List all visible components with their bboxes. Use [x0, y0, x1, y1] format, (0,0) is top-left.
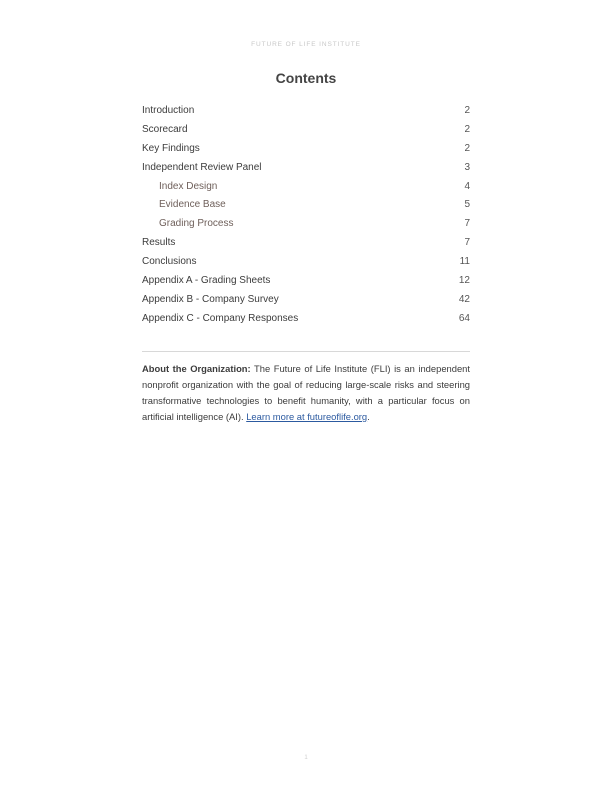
toc-entry-page: 4 [464, 180, 470, 192]
toc-entry-scorecard[interactable] [142, 124, 470, 143]
contents-title: Contents [275, 70, 337, 86]
toc-entry-label: Index Design [159, 180, 218, 192]
section-divider [142, 351, 470, 352]
toc-entry-index-design[interactable] [142, 181, 470, 200]
toc-entry-page: 42 [458, 293, 470, 305]
toc-entry-label: Evidence Base [159, 199, 226, 211]
toc-entry-appendix-a[interactable] [142, 275, 470, 294]
toc-entry-label: Scorecard [142, 123, 188, 135]
toc-entry-evidence-base[interactable] [142, 199, 470, 218]
about-organization [142, 361, 470, 425]
toc-entry-label: Results [142, 237, 176, 249]
toc-entry-label: Appendix B - Company Survey [142, 293, 279, 305]
toc-entry-label: Appendix C - Company Responses [142, 312, 299, 324]
toc-entry-label: Key Findings [142, 142, 200, 154]
toc-entry-page: 2 [464, 105, 470, 116]
learn-more-link[interactable]: Learn more at futureoflife.org [246, 411, 368, 422]
toc-entry-page: 12 [458, 275, 470, 287]
toc-entry-label: Grading Process [159, 218, 234, 230]
toc-entry-results[interactable] [142, 237, 470, 256]
toc-entry-grading-process[interactable] [142, 218, 470, 237]
toc-entry-key-findings[interactable] [142, 143, 470, 162]
toc-entry-page: 2 [464, 123, 470, 135]
toc-entry-page: 7 [464, 237, 470, 249]
toc-entry-introduction[interactable] [142, 105, 470, 124]
toc-entry-independent-review-panel[interactable] [142, 162, 470, 181]
toc-entry-label: Appendix A - Grading Sheets [142, 275, 271, 287]
toc-entry-page: 2 [464, 142, 470, 154]
about-trailing: . [367, 411, 370, 422]
about-heading: About the Organization: [142, 363, 251, 374]
header-organization-label: FUTURE OF LIFE INSTITUTE [251, 41, 361, 48]
toc-entry-conclusions[interactable] [142, 256, 470, 275]
toc-entry-page: 64 [458, 312, 470, 324]
toc-entry-appendix-c[interactable] [142, 313, 470, 332]
toc-entry-appendix-b[interactable] [142, 294, 470, 313]
table-of-contents [142, 105, 470, 332]
toc-entry-page: 5 [464, 199, 470, 211]
toc-entry-label: Conclusions [142, 256, 197, 268]
toc-entry-label: Independent Review Panel [142, 161, 262, 173]
toc-entry-page: 11 [459, 256, 470, 268]
toc-entry-label: Introduction [142, 105, 195, 116]
page-number: 1 [304, 755, 308, 761]
about-body: The Future of Life Institute (FLI) is an independent nonprofit organization with the goal of reducing large-scale risks and steering transformative technologies to benefit humanity, with a particular focus on artificial intelligence (AI). [142, 363, 470, 422]
toc-entry-page: 7 [464, 218, 470, 230]
toc-entry-page: 3 [464, 161, 470, 173]
